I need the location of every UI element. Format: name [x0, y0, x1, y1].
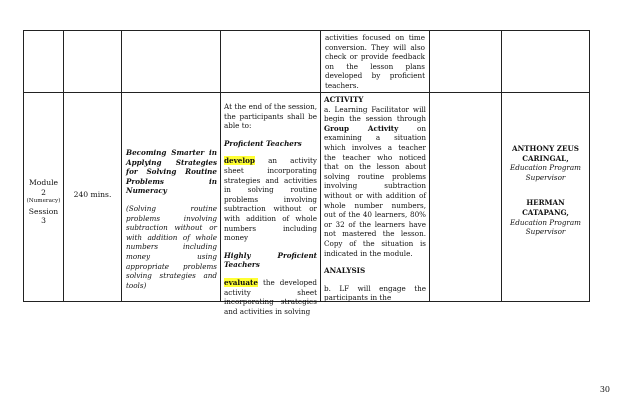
- person2-name-line2: CATAPANG,: [522, 207, 569, 217]
- table-border: [589, 30, 590, 302]
- develop-outcome: [224, 156, 317, 242]
- evaluate-outcome-text: the developed activity sheet incorporating strategies and activities in solving: [224, 277, 317, 316]
- activity-a-text: a. Learning Facilitator will begin the session through: [324, 104, 426, 124]
- proficient-teachers-heading: Proficient Teachers: [224, 138, 302, 148]
- person2-role-line1: Education Program: [510, 217, 581, 227]
- procedure-cell: [324, 95, 426, 303]
- activity-item-a: [324, 105, 426, 259]
- activity-a-text-cont: on examining a situation which involves a teacher the teacher who noticed that on the lesson about solving routine problems involving subtraction without or with addition of whole number numbers, out of the 40 learners, 80% or 32 of the learners have not mastered the lesson. Copy of the situation is indicated in the module.: [324, 123, 426, 258]
- module-number: 2: [41, 187, 46, 197]
- column-divider: [429, 30, 430, 302]
- table-border: [23, 30, 24, 302]
- table-border: [23, 30, 590, 31]
- person1-role-line2: Supervisor: [525, 172, 566, 182]
- session-label: Session: [28, 206, 59, 216]
- row-divider: [23, 92, 590, 93]
- module-subtitle: (Numeracy): [26, 198, 61, 205]
- group-activity-text: Group Activity: [324, 123, 399, 133]
- session-plan-table: [23, 30, 590, 316]
- person2-name-line1: HERMAN: [526, 198, 565, 208]
- activity-heading: ACTIVITY: [324, 95, 364, 104]
- column-divider: [501, 30, 502, 302]
- objective-description: (Solving routine problems involving subtraction without or with addition of whole numbers including money using appropriate problems solving strategies and tools): [126, 203, 217, 290]
- outcomes-cell: [224, 102, 317, 316]
- evaluate-outcome: [224, 278, 317, 316]
- column-divider: [63, 30, 64, 302]
- evaluate-verb: evaluate: [224, 277, 258, 287]
- duration-text: 240 mins.: [73, 190, 112, 199]
- develop-outcome-text: an activity sheet incorporating strategies and activities in solving routine problems involving subtraction without or with addition of whole numbers including money: [224, 156, 317, 243]
- analysis-heading: ANALYSIS: [324, 266, 366, 276]
- outcomes-intro: At the end of the session, the participants shall be able to:: [224, 102, 317, 131]
- person1-role-line1: Education Program: [510, 163, 581, 173]
- module-label: Module: [28, 178, 59, 187]
- person1-name-line2: CARINGAL,: [522, 153, 569, 163]
- objective-cell: [126, 148, 217, 290]
- analysis-item-b: b. LF will engage the participants in the: [324, 283, 426, 303]
- develop-verb: develop: [224, 156, 255, 166]
- page-number: 30: [599, 385, 610, 394]
- objective-title: Becoming Smarter in Applying Strategies for Solving Routine Problems in Numeracy: [126, 148, 217, 196]
- column-divider: [320, 30, 321, 302]
- highly-proficient-teachers-heading: Highly Proficient Teachers: [224, 250, 317, 270]
- persons-cell: [503, 144, 588, 237]
- session-number: 3: [41, 216, 46, 226]
- module-cell: [24, 178, 63, 226]
- activity-continuation-text: activities focused on time conversion. They will also check or provide feedback on the lesson plans developed by proficient teachers.: [325, 33, 425, 90]
- person1-name-line1: ANTHONY ZEUS: [512, 144, 579, 153]
- person2-role-line2: Supervisor: [525, 227, 566, 237]
- column-divider: [121, 30, 122, 302]
- column-divider: [220, 30, 221, 302]
